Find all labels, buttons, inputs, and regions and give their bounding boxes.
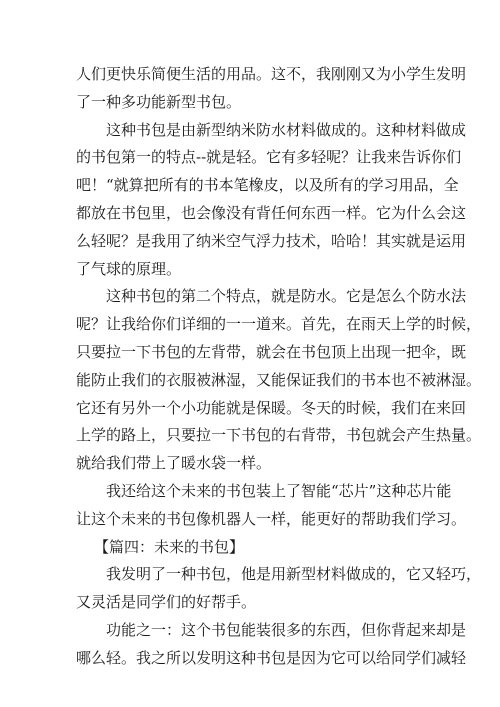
document-body: [76, 61, 482, 673]
text-line: 我发明了一种书包，他是用新型材料做成的，它又轻巧，: [106, 565, 482, 584]
text-line: 都放在书包里，也会像没有背任何东西一样。它为什么会这: [76, 203, 467, 222]
text-line: 哪么轻。我之所以发明这种书包是因为它可以给同学们减轻: [76, 648, 467, 667]
section-heading: 【篇四：未来的书包】: [94, 537, 245, 556]
text-line: 能防止我们的衣服被淋湿，又能保证我们的书本也不被淋湿。: [76, 370, 482, 389]
text-line: 它还有另外一个小功能就是保暖。冬天的时候，我们在来回: [76, 398, 467, 417]
text-line: 的书包第一的特点--就是轻。它有多轻呢？让我来告诉你们: [76, 148, 462, 167]
text-line: 就给我们带上了暖水袋一样。: [76, 454, 272, 473]
text-line: 了气球的原理。: [76, 259, 182, 278]
text-line: 只要拉一下书包的左背带，就会在书包顶上出现一把伞，既: [76, 342, 467, 361]
text-line: 人们更快乐简便生活的用品。这不，我刚刚又为小学生发明: [76, 65, 467, 83]
text-line: 呢？让我给你们详细的一一道来。首先，在雨天上学的时候，: [76, 315, 482, 334]
text-line: 这种书包的第二个特点，就是防水。它是怎么个防水法: [106, 287, 467, 306]
text-line: 功能之一：这个书包能装很多的东西，但你背起来却是: [106, 620, 467, 639]
text-line: 这种书包是由新型纳米防水材料做成的。这种材料做成: [106, 120, 467, 139]
text-line: 我还给这个未来的书包装上了智能“芯片”这种芯片能: [106, 481, 452, 500]
text-line: 吧！“就算把所有的书本笔橡皮，以及所有的学习用品，全: [76, 176, 459, 195]
text-line: 了一种多功能新型书包。: [76, 92, 242, 111]
text-line: 让这个未来的书包像机器人一样，能更好的帮助我们学习。: [76, 509, 467, 528]
text-line: 又灵活是同学们的好帮手。: [76, 593, 257, 612]
text-line: 么轻呢？是我用了纳米空气浮力技术，哈哈！其实就是运用: [76, 231, 467, 250]
text-line: 上学的路上，只要拉一下书包的右背带，书包就会产生热量。: [76, 426, 482, 445]
